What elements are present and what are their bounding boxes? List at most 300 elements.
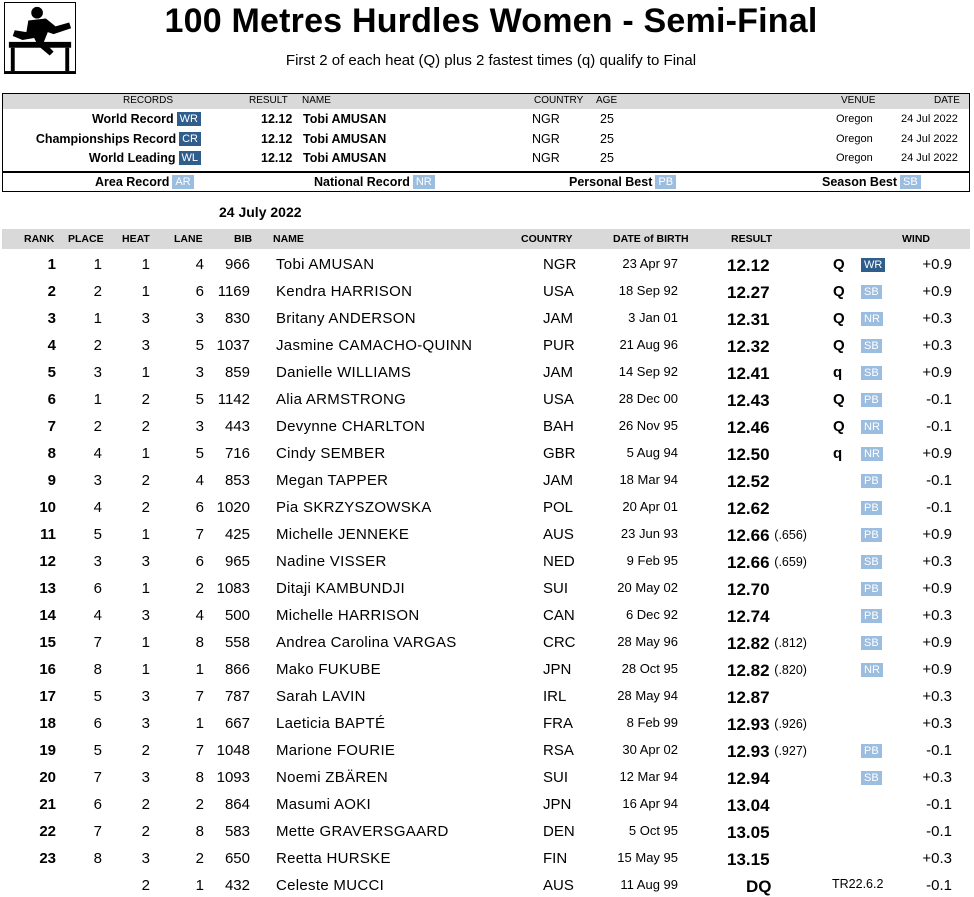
rank-cell: 6 <box>47 391 56 408</box>
place-cell: 8 <box>93 850 102 867</box>
record-badge: WR <box>177 112 201 126</box>
bib-cell: 859 <box>224 364 250 381</box>
rank-cell: 12 <box>39 553 56 570</box>
wind-cell: +0.3 <box>922 607 952 624</box>
country-cell: IRL <box>543 688 567 705</box>
record-label: World Record WR <box>92 112 201 126</box>
lane-cell: 2 <box>195 796 204 813</box>
bib-cell: 500 <box>224 607 250 624</box>
header-lane: LANE <box>174 233 203 245</box>
bib-cell: 1037 <box>216 337 250 354</box>
place-cell: 6 <box>93 580 102 597</box>
wind-cell: -0.1 <box>926 499 952 516</box>
lane-cell: 3 <box>195 310 204 327</box>
heat-cell: 1 <box>141 256 150 273</box>
bib-cell: 830 <box>224 310 250 327</box>
lane-cell: 5 <box>195 391 204 408</box>
qualification-mark: q <box>833 445 843 462</box>
place-cell: 3 <box>93 472 102 489</box>
header-bib: BIB <box>234 233 253 245</box>
record-badge: WR <box>861 256 885 273</box>
lane-cell: 5 <box>195 445 204 462</box>
heat-cell: 1 <box>141 364 150 381</box>
result-cell: 12.82 (.812) <box>727 634 807 653</box>
athlete-name: Kendra HARRISON <box>276 283 413 300</box>
lane-cell: 8 <box>195 823 204 840</box>
dob-cell: 15 May 95 <box>617 850 678 865</box>
record-row <box>3 130 969 149</box>
dob-cell: 18 Mar 94 <box>619 472 678 487</box>
records-legend <box>2 172 970 192</box>
bib-cell: 1169 <box>217 283 250 300</box>
dob-cell: 28 Oct 95 <box>621 661 678 676</box>
country-cell: GBR <box>543 445 576 462</box>
bib-cell: 425 <box>224 526 250 543</box>
record-badge: PB <box>861 526 882 543</box>
place-cell: 4 <box>93 445 102 462</box>
place-cell: 4 <box>93 607 102 624</box>
rank-cell: 19 <box>39 742 56 759</box>
rank-cell: 11 <box>40 526 56 543</box>
dob-cell: 3 Jan 01 <box>628 310 678 325</box>
place-cell: 5 <box>93 526 102 543</box>
lane-cell: 1 <box>195 715 204 732</box>
result-cell: DQ <box>746 877 772 896</box>
dob-cell: 8 Feb 99 <box>626 715 678 730</box>
bib-cell: 966 <box>224 256 250 273</box>
lane-cell: 2 <box>195 850 204 867</box>
rank-cell: 14 <box>39 607 56 624</box>
wind-cell: +0.9 <box>922 661 952 678</box>
wind-cell: -0.1 <box>926 796 952 813</box>
record-badge: SB <box>861 364 882 381</box>
heat-cell: 2 <box>141 823 150 840</box>
record-badge: PB <box>861 391 882 408</box>
record-age: 25 <box>600 112 614 126</box>
qualification-mark: Q <box>833 310 845 327</box>
result-cell: 13.15 <box>727 850 770 869</box>
dob-cell: 5 Oct 95 <box>628 823 678 838</box>
result-cell: 12.43 <box>727 391 770 410</box>
result-cell: 12.66 (.656) <box>727 526 807 545</box>
rank-cell: 21 <box>39 796 56 813</box>
header-place: PLACE <box>68 233 104 245</box>
dob-cell: 23 Jun 93 <box>620 526 678 541</box>
result-cell: 12.46 <box>727 418 770 437</box>
country-cell: SUI <box>543 580 569 597</box>
record-badge: SB <box>861 553 882 570</box>
bib-cell: 650 <box>224 850 250 867</box>
country-cell: CAN <box>543 607 575 624</box>
rank-cell: 18 <box>39 715 56 732</box>
dob-cell: 9 Feb 95 <box>626 553 678 568</box>
result-cell: 12.62 <box>727 499 770 518</box>
athlete-name: Cindy SEMBER <box>276 445 386 462</box>
table-row <box>0 792 974 819</box>
athlete-name: Ditaji KAMBUNDJI <box>276 580 405 597</box>
heat-cell: 3 <box>141 310 150 327</box>
result-thousandths: (.926) <box>774 717 807 731</box>
record-date: 24 Jul 2022 <box>901 152 958 164</box>
country-cell: AUS <box>543 526 574 543</box>
lane-cell: 6 <box>195 283 204 300</box>
legend-national-record: National Record NR <box>314 175 435 189</box>
dob-cell: 5 Aug 94 <box>626 445 678 460</box>
athlete-name: Devynne CHARLTON <box>276 418 426 435</box>
dob-cell: 21 Aug 96 <box>619 337 678 352</box>
result-cell: 12.93 (.927) <box>727 742 807 761</box>
header-result: RESULT <box>731 233 773 245</box>
country-cell: DEN <box>543 823 575 840</box>
dob-cell: 28 May 94 <box>617 688 678 703</box>
dob-cell: 28 Dec 00 <box>618 391 678 406</box>
wind-cell: +0.9 <box>922 364 952 381</box>
table-row <box>0 630 974 657</box>
table-row <box>0 819 974 846</box>
results-table <box>0 252 974 897</box>
country-cell: FRA <box>543 715 573 732</box>
country-cell: NGR <box>543 256 577 273</box>
table-row <box>0 468 974 495</box>
country-cell: CRC <box>543 634 576 651</box>
place-cell: 7 <box>93 634 102 651</box>
wind-cell: +0.3 <box>922 553 952 570</box>
record-venue: Oregon <box>836 133 873 145</box>
record-label: World Leading WL <box>89 151 201 165</box>
wind-cell: +0.3 <box>922 850 952 867</box>
country-cell: RSA <box>543 742 574 759</box>
country-cell: POL <box>543 499 574 516</box>
qualification-mark: Q <box>833 418 845 435</box>
dob-cell: 20 May 02 <box>617 580 678 595</box>
lane-cell: 3 <box>195 364 204 381</box>
country-cell: USA <box>543 283 574 300</box>
heat-cell: 3 <box>141 715 150 732</box>
wind-cell: +0.3 <box>922 688 952 705</box>
heat-cell: 3 <box>141 688 150 705</box>
rank-cell: 20 <box>39 769 56 786</box>
wind-cell: +0.9 <box>922 256 952 273</box>
wind-cell: +0.9 <box>922 634 952 651</box>
rank-cell: 13 <box>39 580 56 597</box>
table-row <box>0 360 974 387</box>
country-cell: JPN <box>543 796 572 813</box>
place-cell: 3 <box>93 553 102 570</box>
heat-cell: 2 <box>141 877 150 894</box>
rank-cell: 23 <box>39 850 56 867</box>
record-result: 12.12 <box>261 151 293 165</box>
wind-cell: -0.1 <box>926 391 952 408</box>
lane-cell: 7 <box>195 526 204 543</box>
dob-cell: 20 Apr 01 <box>622 499 678 514</box>
country-cell: NED <box>543 553 575 570</box>
record-country: NGR <box>532 132 560 146</box>
place-cell: 5 <box>93 742 102 759</box>
wind-cell: +0.3 <box>922 715 952 732</box>
wind-cell: -0.1 <box>926 877 952 894</box>
heat-cell: 2 <box>141 418 150 435</box>
athlete-name: Tobi AMUSAN <box>276 256 375 273</box>
table-row <box>0 846 974 873</box>
record-holder: Tobi AMUSAN <box>303 112 387 126</box>
athlete-name: Mette GRAVERSGAARD <box>276 823 449 840</box>
record-holder: Tobi AMUSAN <box>303 151 387 165</box>
result-cell: 12.12 <box>727 256 770 275</box>
qualification-mark: Q <box>833 337 845 354</box>
record-badge: SB <box>861 769 882 786</box>
place-cell: 4 <box>93 499 102 516</box>
lane-cell: 8 <box>195 769 204 786</box>
wind-cell: -0.1 <box>926 742 952 759</box>
record-badge: PB <box>861 580 882 597</box>
place-cell: 1 <box>93 256 102 273</box>
heat-cell: 1 <box>141 526 150 543</box>
dob-cell: 14 Sep 92 <box>618 364 678 379</box>
rank-cell: 8 <box>47 445 56 462</box>
record-badge: SB <box>861 283 882 300</box>
country-cell: AUS <box>543 877 574 894</box>
page-title: 100 Metres Hurdles Women - Semi-Final <box>164 2 818 40</box>
record-badge: PB <box>861 607 882 624</box>
bib-cell: 787 <box>224 688 250 705</box>
rule-remark: TR22.6.2 <box>832 877 884 891</box>
athlete-name: Alia ARMSTRONG <box>276 391 407 408</box>
record-venue: Oregon <box>836 152 873 164</box>
table-row <box>0 765 974 792</box>
athlete-name: Masumi AOKI <box>276 796 371 813</box>
wind-cell: +0.9 <box>922 580 952 597</box>
legend-season-best: Season Best SB <box>822 175 921 189</box>
rank-cell: 22 <box>39 823 56 840</box>
bib-cell: 558 <box>224 634 250 651</box>
heat-cell: 2 <box>141 391 150 408</box>
header-country: COUNTRY <box>521 233 573 245</box>
lane-cell: 6 <box>195 499 204 516</box>
qualification-mark: q <box>833 364 843 381</box>
dob-cell: 18 Sep 92 <box>618 283 678 298</box>
bib-cell: 667 <box>224 715 250 732</box>
table-row <box>0 279 974 306</box>
athlete-name: Megan TAPPER <box>276 472 389 489</box>
lane-cell: 7 <box>195 688 204 705</box>
heat-cell: 3 <box>141 769 150 786</box>
header-result: RESULT <box>249 95 288 106</box>
table-row <box>0 306 974 333</box>
athlete-name: Nadine VISSER <box>276 553 387 570</box>
heat-cell: 3 <box>141 607 150 624</box>
rank-cell: 15 <box>39 634 56 651</box>
place-cell: 5 <box>93 688 102 705</box>
heat-cell: 1 <box>141 445 150 462</box>
page-subtitle: First 2 of each heat (Q) plus 2 fastest times (q) qualify to Final <box>285 52 697 69</box>
athlete-name: Mako FUKUBE <box>276 661 381 678</box>
wind-cell: -0.1 <box>926 823 952 840</box>
rank-cell: 17 <box>39 688 56 705</box>
bib-cell: 1093 <box>216 769 250 786</box>
place-cell: 1 <box>93 310 102 327</box>
table-row <box>0 603 974 630</box>
result-cell: 12.82 (.820) <box>727 661 807 680</box>
header-venue: VENUE <box>841 95 876 106</box>
result-cell: 12.41 <box>727 364 770 383</box>
record-badge: SB <box>861 337 882 354</box>
place-cell: 6 <box>93 715 102 732</box>
result-thousandths: (.820) <box>774 663 807 677</box>
header-wind: WIND <box>902 233 930 245</box>
record-age: 25 <box>600 151 614 165</box>
record-label: Championships Record CR <box>36 132 201 146</box>
record-badge: NR <box>861 661 883 678</box>
place-cell: 2 <box>93 283 102 300</box>
results-header <box>2 229 970 249</box>
lane-cell: 4 <box>195 607 204 624</box>
record-badge: PB <box>861 742 882 759</box>
place-cell: 2 <box>93 337 102 354</box>
result-cell: 13.04 <box>727 796 770 815</box>
record-date: 24 Jul 2022 <box>901 133 958 145</box>
result-cell: 12.87 <box>727 688 770 707</box>
table-row <box>0 495 974 522</box>
athlete-name: Danielle WILLIAMS <box>276 364 412 381</box>
result-cell: 12.93 (.926) <box>727 715 807 734</box>
table-row <box>0 684 974 711</box>
record-badge: NR <box>861 310 883 327</box>
country-cell: PUR <box>543 337 575 354</box>
heat-cell: 3 <box>141 850 150 867</box>
header-dob: DATE of BIRTH <box>613 233 689 245</box>
record-age: 25 <box>600 132 614 146</box>
result-thousandths: (.812) <box>774 636 807 650</box>
lane-cell: 4 <box>195 472 204 489</box>
header-rank: RANK <box>24 233 55 245</box>
rank-cell: 10 <box>39 499 56 516</box>
qualification-mark: Q <box>833 391 845 408</box>
heat-cell: 2 <box>141 499 150 516</box>
rank-cell: 9 <box>47 472 56 489</box>
rank-cell: 2 <box>47 283 56 300</box>
legend-area-record: Area Record AR <box>95 175 194 189</box>
athlete-name: Jasmine CAMACHO-QUINN <box>276 337 473 354</box>
lane-cell: 1 <box>195 661 204 678</box>
bib-cell: 853 <box>224 472 250 489</box>
record-badge: CR <box>179 132 201 146</box>
lane-cell: 7 <box>195 742 204 759</box>
record-badge: WL <box>179 151 202 165</box>
lane-cell: 5 <box>195 337 204 354</box>
heat-cell: 1 <box>141 283 150 300</box>
dob-cell: 16 Apr 94 <box>622 796 678 811</box>
header-country: COUNTRY <box>534 95 584 106</box>
country-cell: JPN <box>543 661 572 678</box>
country-cell: BAH <box>543 418 574 435</box>
header-records: RECORDS <box>123 95 174 106</box>
bib-cell: 716 <box>224 445 250 462</box>
heat-cell: 2 <box>141 472 150 489</box>
dob-cell: 6 Dec 92 <box>625 607 678 622</box>
country-cell: FIN <box>543 850 568 867</box>
record-country: NGR <box>532 151 560 165</box>
result-thousandths: (.659) <box>774 555 807 569</box>
place-cell: 6 <box>93 796 102 813</box>
bib-cell: 1048 <box>216 742 250 759</box>
header-name: NAME <box>273 233 304 245</box>
athlete-name: Laeticia BAPTÉ <box>276 715 386 732</box>
place-cell: 2 <box>93 418 102 435</box>
lane-cell: 6 <box>195 553 204 570</box>
record-venue: Oregon <box>836 113 873 125</box>
athlete-name: Celeste MUCCI <box>276 877 385 894</box>
records-table <box>2 93 970 172</box>
bib-cell: 583 <box>224 823 250 840</box>
result-cell: 12.50 <box>727 445 770 464</box>
record-date: 24 Jul 2022 <box>901 113 958 125</box>
dob-cell: 11 Aug 99 <box>620 877 678 892</box>
lane-cell: 1 <box>195 877 204 894</box>
country-cell: JAM <box>543 472 573 489</box>
result-cell: 13.05 <box>727 823 770 842</box>
wind-cell: +0.9 <box>922 526 952 543</box>
qualification-mark: Q <box>833 256 845 273</box>
athlete-name: Marione FOURIE <box>276 742 396 759</box>
table-row <box>0 576 974 603</box>
place-cell: 3 <box>93 364 102 381</box>
wind-cell: +0.3 <box>922 337 952 354</box>
athlete-name: Andrea Carolina VARGAS <box>276 634 457 651</box>
record-badge: NR <box>861 445 883 462</box>
lane-cell: 2 <box>195 580 204 597</box>
place-cell: 7 <box>93 823 102 840</box>
rank-cell: 4 <box>47 337 56 354</box>
bib-cell: 864 <box>224 796 250 813</box>
heat-cell: 3 <box>141 553 150 570</box>
table-row <box>0 873 974 897</box>
country-cell: JAM <box>543 364 573 381</box>
record-badge: SB <box>861 634 882 651</box>
lane-cell: 8 <box>195 634 204 651</box>
heat-cell: 1 <box>141 634 150 651</box>
record-result: 12.12 <box>261 132 293 146</box>
heat-cell: 3 <box>141 337 150 354</box>
athlete-name: Michelle HARRISON <box>276 607 420 624</box>
athlete-name: Sarah LAVIN <box>276 688 366 705</box>
result-thousandths: (.927) <box>774 744 807 758</box>
rank-cell: 3 <box>47 310 56 327</box>
rank-cell: 1 <box>47 256 56 273</box>
bib-cell: 1142 <box>217 391 250 408</box>
lane-cell: 4 <box>195 256 204 273</box>
heat-cell: 1 <box>141 580 150 597</box>
record-country: NGR <box>532 112 560 126</box>
result-cell: 12.31 <box>727 310 770 329</box>
table-row <box>0 441 974 468</box>
result-cell: 12.27 <box>727 283 770 302</box>
bib-cell: 866 <box>224 661 250 678</box>
country-cell: USA <box>543 391 574 408</box>
records-header <box>3 94 969 109</box>
record-row <box>3 110 969 129</box>
place-cell: 7 <box>93 769 102 786</box>
record-result: 12.12 <box>261 112 293 126</box>
heat-cell: 1 <box>141 661 150 678</box>
dob-cell: 26 Nov 95 <box>618 418 678 433</box>
athlete-name: Pia SKRZYSZOWSKA <box>276 499 432 516</box>
table-row <box>0 711 974 738</box>
record-badge: PB <box>861 472 882 489</box>
bib-cell: 432 <box>224 877 250 894</box>
result-cell: 12.52 <box>727 472 770 491</box>
place-cell: 8 <box>93 661 102 678</box>
table-row <box>0 657 974 684</box>
